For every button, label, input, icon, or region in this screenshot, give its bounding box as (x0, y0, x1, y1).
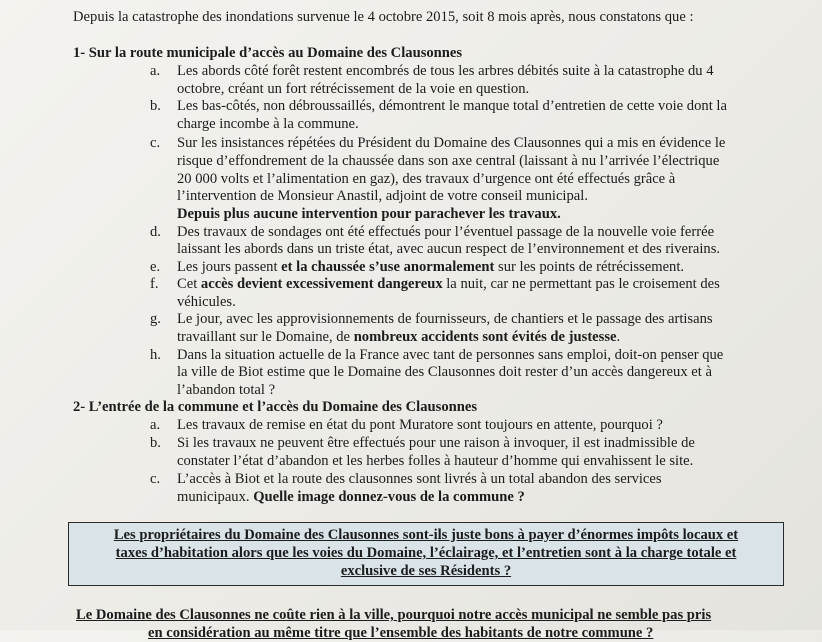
item-text: L’accès à Biot et la route des clausonnes sont livrés à un total abandon des services (177, 471, 662, 487)
item-text: l’intervention de Monsieur Anastil, adjoint de votre conseil municipal. (177, 188, 588, 204)
intro-text: Depuis la catastrophe des inondations survenue le 4 octobre 2015, soit 8 mois après, nous constatons que : (73, 9, 694, 25)
item-text: véhicules. (177, 294, 236, 310)
text-emphasis: et la chaussée s’use anormalement (281, 259, 495, 275)
section-1-heading: 1- Sur la route municipale d’accès au Domaine des Clausonnes (73, 45, 463, 61)
item-text: Le jour, avec les approvisionnements de fournisseurs, de chantiers et le passage des artisans (177, 311, 713, 327)
text-run: Les jours passent (177, 259, 282, 275)
callout-line: exclusive de ses Résidents ? (340, 563, 512, 579)
item-letter: a. (150, 63, 161, 79)
text-emphasis: Quelle image donnez-vous de la commune ? (253, 489, 525, 505)
item-letter: g. (150, 311, 161, 327)
item-letter: e. (150, 259, 161, 275)
text-run: travaillant sur le Domaine, de (177, 329, 354, 345)
item-letter: c. (150, 135, 161, 151)
item-emphasis: Depuis plus aucune intervention pour parachever les travaux. (177, 206, 561, 222)
item-text: risque d’effondrement de la chaussée dans son axe central (laissant à nu l’arrivée l’électrique (177, 153, 720, 169)
item-text: Les abords côté forêt restent encombrés de tous les arbres débités suite à la catastrophe du 4 (177, 63, 714, 79)
item-text: constater l’état d’abandon et les herbes folles à hauteur d’homme qui envahissent le site. (177, 453, 694, 469)
closing-text: en considération au même titre que l’ensemble des habitants de notre commune ? (148, 625, 654, 641)
item-letter: c. (150, 471, 161, 487)
item-text (177, 258, 684, 276)
item-text: Les bas-côtés, non débroussaillés, démontrent le manque total d’entretien de cette voie dont la (177, 98, 727, 114)
callout-line: Les propriétaires du Domaine des Clausonnes sont-ils juste bons à payer d’énormes impôts locaux et (113, 527, 739, 543)
item-text: charge incombe à la commune. (177, 116, 359, 132)
text-run: . (616, 329, 621, 345)
item-text: Des travaux de sondages ont été effectués pour l’éventuel passage de la nouvelle voie ferrée (177, 224, 715, 240)
item-text: 20 000 volts et l’alimentation en gaz), des travaux d’urgence ont été effectués grâce à (177, 171, 676, 187)
item-letter: b. (150, 435, 161, 451)
text-run: Cet (177, 276, 201, 292)
item-letter: a. (150, 417, 161, 433)
callout-box (68, 522, 784, 586)
item-text: Les travaux de remise en état du pont Muratore sont toujours en attente, pourquoi ? (177, 417, 663, 433)
item-text: octobre, créant un fort rétrécissement de la voie en question. (177, 81, 530, 97)
item-text (177, 328, 620, 346)
text-run: sur les points de rétrécissement. (494, 259, 685, 275)
closing-text: Le Domaine des Clausonnes ne coûte rien à la ville, pourquoi notre accès municipal ne semble pas pris (76, 607, 712, 623)
item-text: Dans la situation actuelle de la France avec tant de personnes sans emploi, doit-on penser que (177, 347, 724, 363)
text-emphasis: accès devient excessivement dangereux (200, 276, 443, 292)
item-text: la ville de Biot estime que le Domaine des Clausonnes doit rester d’un accès dangereux et à (177, 364, 712, 380)
item-text: Si les travaux ne peuvent être effectués pour une raison à invoquer, il est inadmissible de (177, 435, 695, 451)
item-text: l’abandon total ? (177, 382, 276, 398)
item-text: laissant les abords dans un triste état, avec aucun respect de l’environnement et des riverains. (177, 241, 721, 257)
callout-line: taxes d’habitation alors que les voies du Domaine, l’éclairage, et l’entretien sont à la charge totale et (115, 545, 737, 561)
section-2-heading: 2- L’entrée de la commune et l’accès du Domaine des Clausonnes (73, 399, 477, 415)
item-letter: h. (150, 347, 161, 363)
item-text (177, 488, 525, 506)
item-letter: f. (150, 276, 159, 292)
text-run: la nuit, car ne permettant pas le croisement des (442, 276, 720, 292)
text-run: municipaux. (177, 489, 254, 505)
text-emphasis: nombreux accidents sont évités de justesse (353, 329, 617, 345)
item-text: Sur les insistances répétées du Président du Domaine des Clausonnes qui a mis en évidence le (177, 135, 726, 151)
item-letter: d. (150, 224, 161, 240)
item-text (177, 275, 720, 293)
item-letter: b. (150, 98, 161, 114)
